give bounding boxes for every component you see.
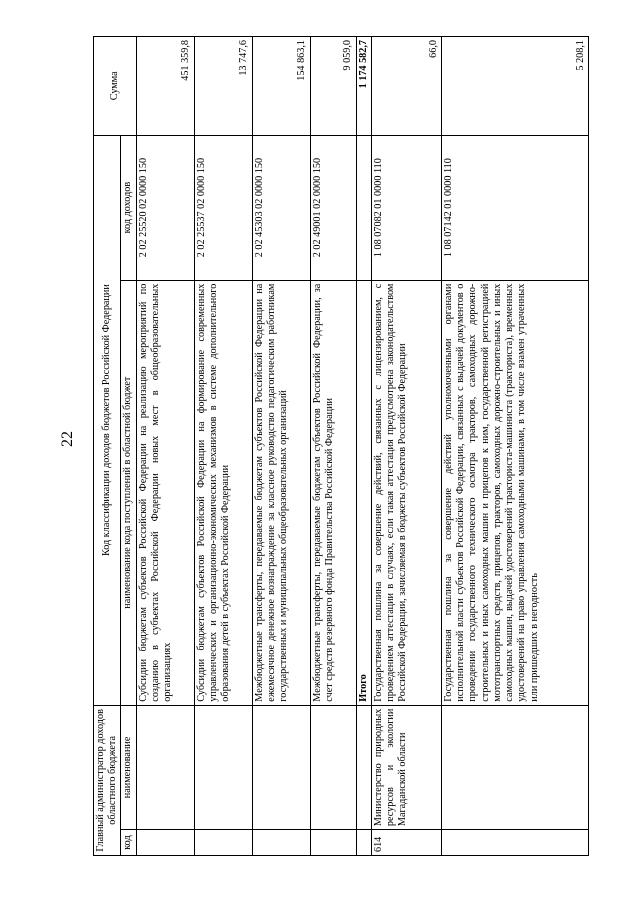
revenue-code-cell: 2 02 49001 02 0000 150	[310, 135, 356, 280]
revenue-description-cell: Субсидии бюджетам субъектов Российской Федерации на реализацию мероприятий по созданию в субъектах Российской Федерации новых мест в общеобразовательных организациях	[136, 280, 194, 705]
table-row	[194, 37, 252, 856]
revenue-code-cell: 2 02 25520 02 0000 150	[136, 135, 194, 280]
admin-name-cell: Министерство природных ресурсов и экологии Магаданской области	[371, 705, 441, 829]
total-sum-cell: 1 174 582,7	[356, 37, 371, 136]
table-row	[310, 37, 356, 856]
header-sum: Сумма	[94, 37, 137, 136]
admin-code-cell	[194, 830, 252, 856]
table-row	[252, 37, 310, 856]
total-label: Итого	[356, 280, 371, 705]
sum-cell: 13 747,6	[194, 37, 252, 136]
rotated-page-content	[93, 36, 589, 856]
sum-cell: 5 208,1	[441, 37, 588, 136]
admin-code-cell	[441, 830, 588, 856]
revenue-code-cell: 1 08 07142 01 0000 110	[441, 135, 588, 280]
revenue-classification-table	[93, 36, 589, 856]
header-revenue-name: наименование кода поступлений в областной бюджет	[121, 280, 136, 705]
admin-name-cell	[356, 705, 371, 829]
header-classification-group: Код классификации доходов бюджетов Российской Федерации	[94, 135, 121, 705]
revenue-description-cell: Межбюджетные трансферты, передаваемые бюджетам субъектов Российской Федерации, за счет средств резервного фонда Правительства Российской Федерации	[310, 280, 356, 705]
admin-name-cell	[194, 705, 252, 829]
table-row	[441, 37, 588, 856]
admin-code-cell: 614	[371, 830, 441, 856]
sum-cell: 154 863,1	[252, 37, 310, 136]
table-row	[136, 37, 194, 856]
admin-code-cell	[252, 830, 310, 856]
header-admin-code: код	[121, 830, 136, 856]
header-revenue-code: код доходов	[121, 135, 136, 280]
header-admin-name: наименование	[121, 705, 136, 829]
sum-cell: 9 059,0	[310, 37, 356, 136]
revenue-description-cell: Государственная пошлина за совершение действий, связанных с лицензированием, с проведением аттестации в случаях, если такая аттестация предусмотрена законодательством Российской Федерации, зачисляемая в бюджеты субъектов Российской Федерации	[371, 280, 441, 705]
admin-code-cell	[310, 830, 356, 856]
sum-cell: 451 359,8	[136, 37, 194, 136]
revenue-code-cell	[356, 135, 371, 280]
admin-name-cell	[252, 705, 310, 829]
revenue-description-cell: Межбюджетные трансферты, передаваемые бюджетам субъектов Российской Федерации на ежемесячное денежное вознаграждение за классное руководство педагогическим работникам государственных и муниципальных общеобразовательных организаций	[252, 280, 310, 705]
admin-name-cell	[310, 705, 356, 829]
admin-name-cell	[441, 705, 588, 829]
revenue-code-cell: 1 08 07082 01 0000 110	[371, 135, 441, 280]
admin-code-cell	[356, 830, 371, 856]
page-number: 22	[59, 431, 76, 447]
total-row	[356, 37, 371, 856]
revenue-description-cell: Субсидии бюджетам субъектов Российской Федерации на формирование современных управленческих и организационно-экономических механизмов в системе дополнительного образования детей в субъектах Российской Федерации	[194, 280, 252, 705]
admin-code-cell	[136, 830, 194, 856]
table-row	[371, 37, 441, 856]
revenue-code-cell: 2 02 45303 02 0000 150	[252, 135, 310, 280]
admin-name-cell	[136, 705, 194, 829]
revenue-description-cell: Государственная пошлина за совершение действий уполномоченными органами исполнительной власти субъектов Российской Федерации, связанных с выдачей документов о проведении государственного технического осмотра тракторов, самоходных дорожно-строительных и иных самоходных машин и прицепов к ним, государственной регистрацией мототранспортных средств, прицепов, тракторов, самоходных дорожно-строительных и иных самоходных машин, выдачей удостоверений тракториста-машиниста (тракториста), временных удостоверений на право управления самоходными машинами, в том числе взамен утраченных или пришедших в негодность	[441, 280, 588, 705]
header-admin-group: Главный администратор доходов областного бюджета	[94, 705, 121, 855]
revenue-code-cell: 2 02 25537 02 0000 150	[194, 135, 252, 280]
sum-cell: 66,0	[371, 37, 441, 136]
